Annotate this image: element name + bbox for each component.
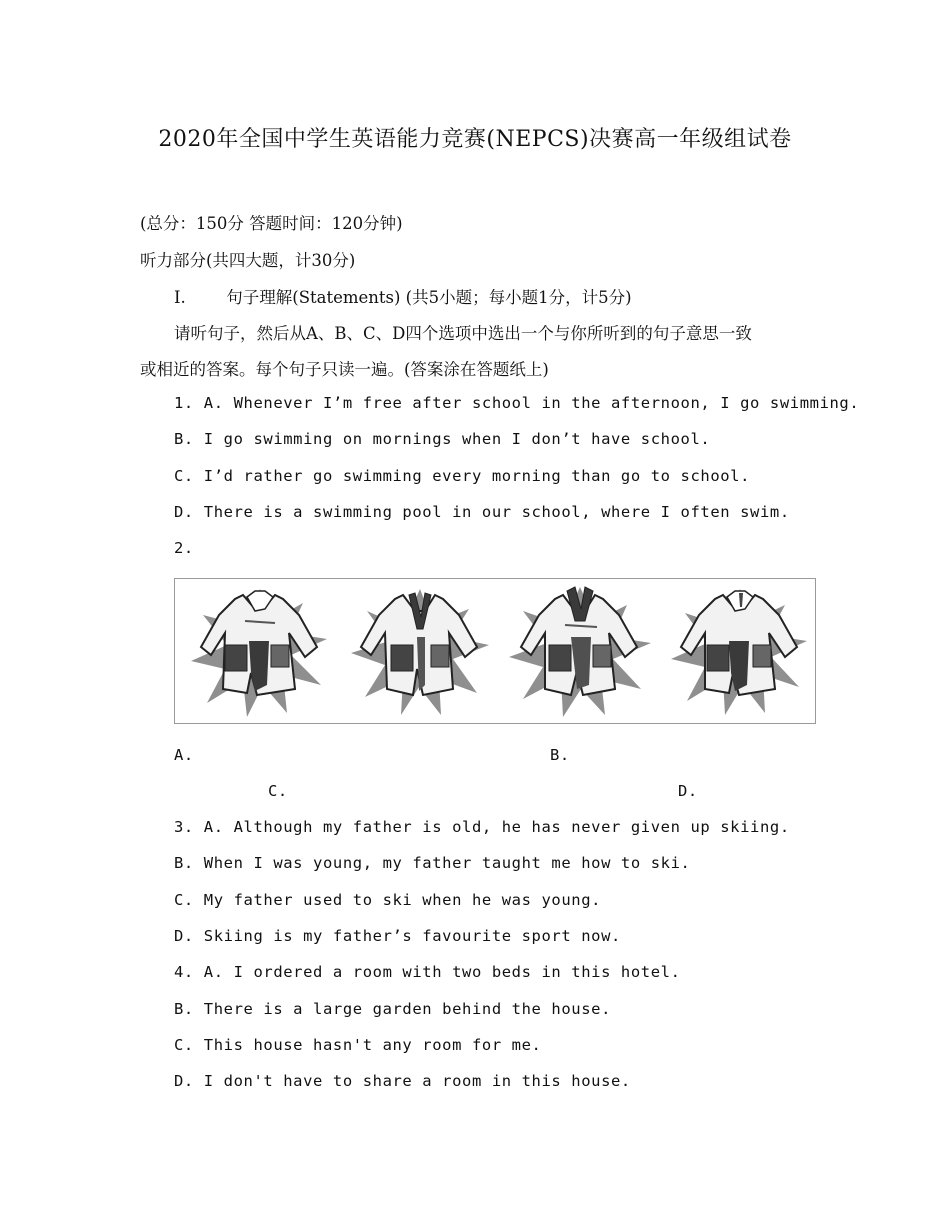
q4-option-d: D. I don't have to share a room in this house.	[174, 1072, 631, 1090]
q1-option-c: C. I’d rather go swimming every morning than go to school.	[174, 467, 751, 485]
q2-label-d: D.	[678, 782, 698, 800]
q4-option-b: B. There is a large garden behind the house.	[174, 1000, 611, 1018]
section-number: I.	[174, 288, 186, 307]
coat-d-illustration	[665, 581, 815, 721]
score-time-info: (总分：150分 答题时间：120分钟)	[140, 214, 403, 233]
instruction-line-1: 请听句子，然后从A、B、C、D四个选项中选出一个与你所听到的句子意思一致	[174, 324, 752, 343]
q3-option-d: D. Skiing is my father’s favourite sport now.	[174, 927, 621, 945]
q1-option-d: D. There is a swimming pool in our school, where I often swim.	[174, 503, 790, 521]
q4-option-a: 4. A. I ordered a room with two beds in this hotel.	[174, 963, 681, 981]
listening-section-heading: 听力部分(共四大题，计30分)	[140, 251, 356, 270]
section-title: 句子理解(Statements) (共5小题；每小题1分，计5分)	[226, 288, 632, 307]
q1-option-a: 1. A. Whenever I’m free after school in the afternoon, I go swimming.	[174, 394, 860, 412]
instruction-line-2: 或相近的答案。每个句子只读一遍。(答案涂在答题纸上)	[140, 360, 549, 379]
q2-label-a: A.	[174, 746, 194, 764]
section-heading	[174, 284, 632, 308]
q4-option-c: C. This house hasn't any room for me.	[174, 1036, 542, 1054]
q1-option-b: B. I go swimming on mornings when I don’t have school.	[174, 430, 711, 448]
q3-option-a: 3. A. Although my father is old, he has never given up skiing.	[174, 818, 790, 836]
q3-option-b: B. When I was young, my father taught me how to ski.	[174, 854, 691, 872]
coat-b-illustration	[345, 581, 495, 721]
coat-c-illustration	[505, 581, 655, 721]
coat-a-illustration	[185, 581, 335, 721]
coat-options-image	[174, 578, 816, 724]
q2-label-b: B.	[550, 746, 570, 764]
q2-label-c: C.	[268, 782, 288, 800]
q2-number: 2.	[174, 539, 194, 557]
page-title: 2020年全国中学生英语能力竞赛(NEPCS)决赛高一年级组试卷	[158, 127, 792, 152]
q3-option-c: C. My father used to ski when he was young.	[174, 891, 602, 909]
